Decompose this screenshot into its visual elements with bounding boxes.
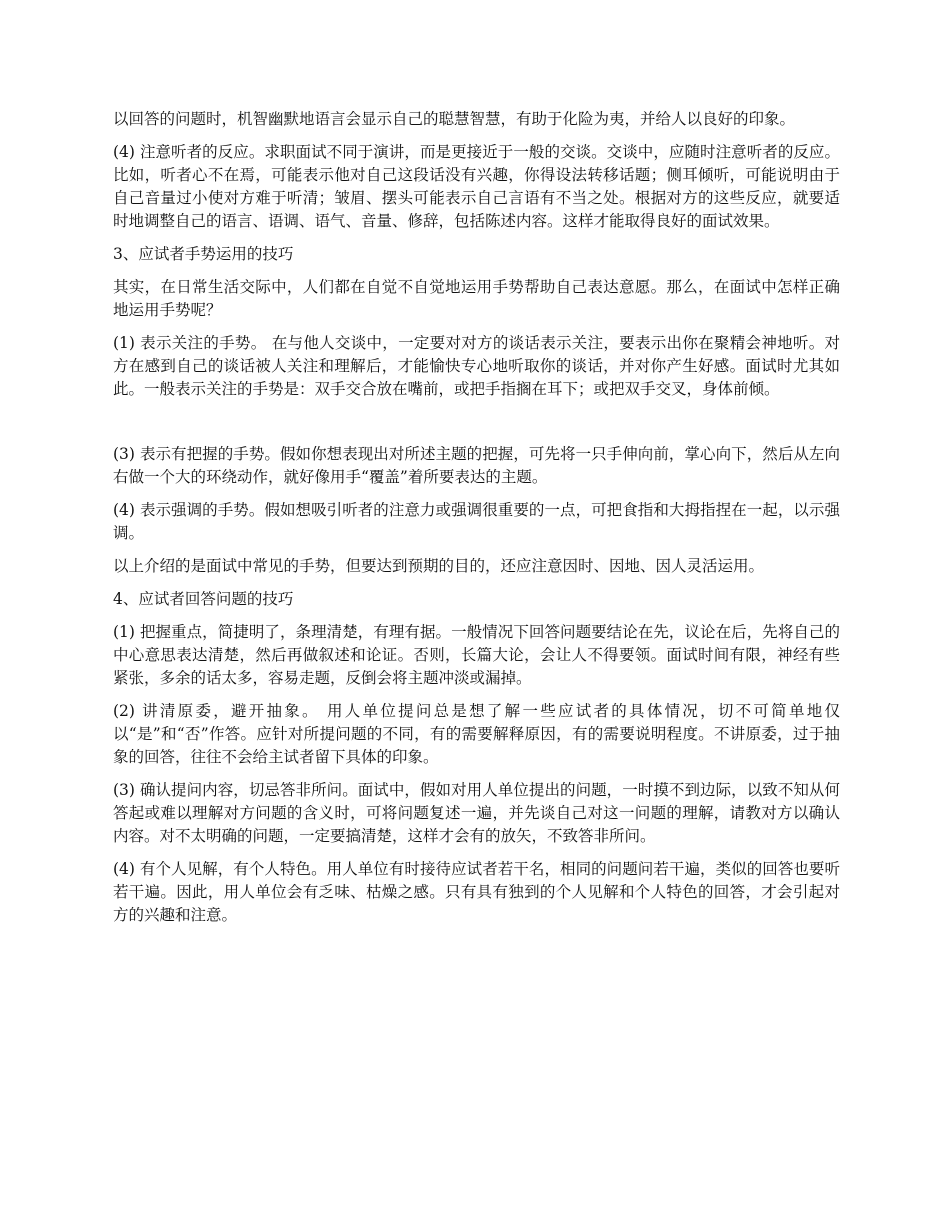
paragraph-listener-reaction: (4) 注意听者的反应。求职面试不同于演讲，而是更接近于一般的交谈。交谈中，应随时注意听者的反应。比如，听者心不在焉，可能表示他对自己这段话没有兴趣，你得设法转移话题；侧耳倾听，可能说明由于自己音量过小使对方难于听清；皱眉、摆头可能表示自己言语有不当之处。根据对方的这些反应，就要适时地调整自己的语言、语调、语气、音量、修辞，包括陈述内容。这样才能取得良好的面试效果。 (113, 143, 840, 230)
paragraph-personal-view: (4) 有个人见解，有个人特色。用人单位有时接待应试者若干名，相同的问题问若干遍，类似的回答也要听若干遍。因此，用人单位会有乏味、枯燥之感。只有具有独到的个人见解和个人特色的回答，才会引起对方的兴趣和注意。 (113, 860, 840, 924)
document-page (113, 108, 840, 937)
paragraph-grasp-key-points: (1) 把握重点，简捷明了，条理清楚，有理有据。一般情况下回答问题要结论在先，议论在后，先将自己的中心意思表达清楚，然后再做叙述和论证。否则，长篇大论，会让人不得要领。面试时间有限，神经有些紧张，多余的话太多，容易走题，反倒会将主题冲淡或漏掉。 (113, 623, 840, 687)
paragraph-emphasis-gesture: (4) 表示强调的手势。假如想吸引听者的注意力或强调很重要的一点，可把食指和大拇指捏在一起，以示强调。 (113, 501, 840, 542)
paragraph-intro-continuation: 以回答的问题时，机智幽默地语言会显示自己的聪慧智慧，有助于化险为夷，并给人以良好的印象。 (113, 110, 796, 128)
paragraph-explain-details: (2) 讲清原委，避开抽象。 用人单位提问总是想了解一些应试者的具体情况，切不可简单地仅以“是”和“否”作答。应针对所提问题的不同，有的需要解释原因，有的需要说明程度。不讲原委，过于抽象的回答，往往不会给主试者留下具体的印象。 (113, 702, 840, 766)
section-heading-answering: 4、应试者回答问题的技巧 (113, 590, 294, 608)
paragraph-gestures-intro: 其实，在日常生活交际中，人们都在自觉不自觉地运用手势帮助自己表达意愿。那么，在面试中怎样正确地运用手势呢？ (113, 278, 840, 319)
paragraph-gestures-summary: 以上介绍的是面试中常见的手势，但要达到预期的目的，还应注意因时、因地、因人灵活运用。 (113, 557, 765, 575)
blank-gap (113, 411, 840, 443)
paragraph-confirm-question: (3) 确认提问内容，切忌答非所问。面试中，假如对用人单位提出的问题，一时摸不到边际，以致不知从何答起或难以理解对方问题的含义时，可将问题复述一遍，并先谈自己对这一问题的理解，请教对方以确认内容。对不太明确的问题，一定要搞清楚，这样才会有的放矢，不致答非所问。 (113, 781, 840, 845)
section-heading-gestures: 3、应试者手势运用的技巧 (113, 245, 294, 263)
paragraph-confidence-gesture: (3) 表示有把握的手势。假如你想表现出对所述主题的把握，可先将一只手伸向前，掌心向下，然后从左向右做一个大的环绕动作，就好像用手“覆盖”着所要表达的主题。 (113, 445, 840, 486)
paragraph-attention-gesture: (1) 表示关注的手势。 在与他人交谈中，一定要对对方的谈话表示关注，要表示出你在聚精会神地听。对方在感到自己的谈话被人关注和理解后，才能愉快专心地听取你的谈话，并对你产生好感。面试时尤其如此。一般表示关注的手势是：双手交合放在嘴前，或把手指搁在耳下；或把双手交叉，身体前倾。 (113, 334, 840, 398)
